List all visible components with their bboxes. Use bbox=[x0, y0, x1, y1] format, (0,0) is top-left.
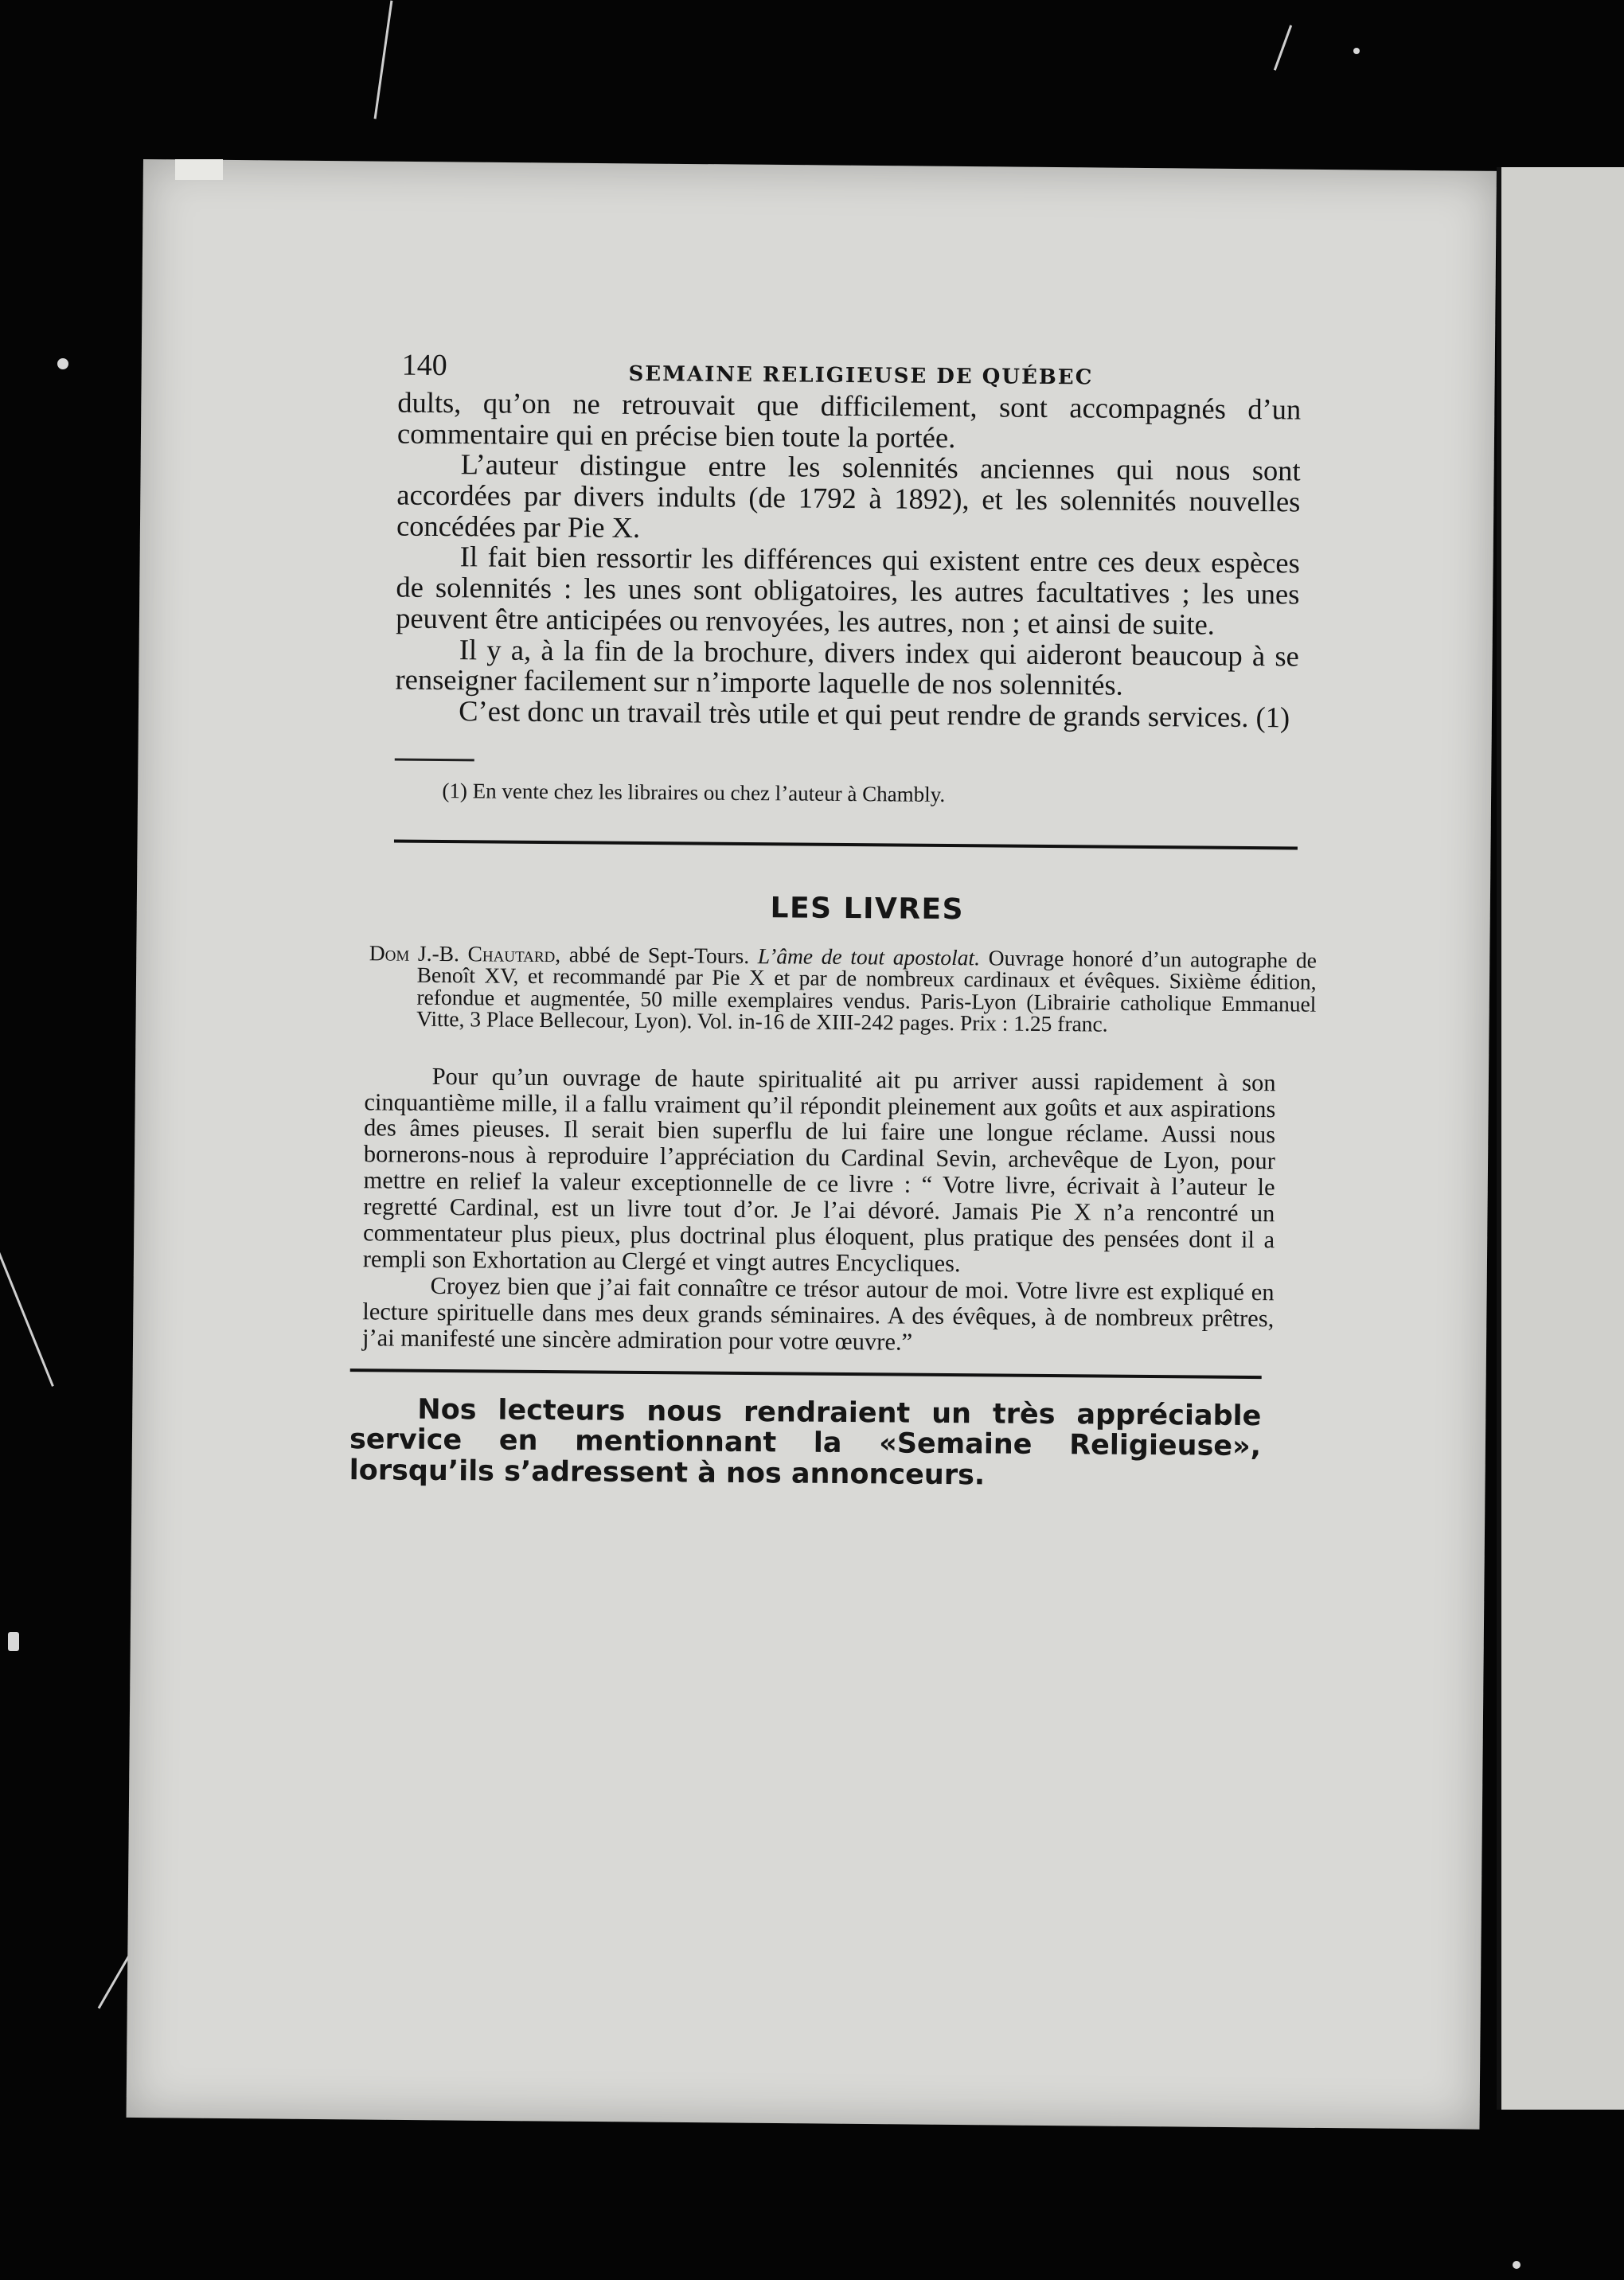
book-author: Dom J.-B. Chautard bbox=[369, 939, 556, 966]
book-author-rest: , abbé de Sept-Tours. bbox=[555, 941, 750, 968]
section-divider bbox=[394, 839, 1298, 849]
reader-notice: Nos lecteurs nous rendraient un très appréciable service en mentionnant la «Semaine Religieuse», lorsqu’ils s’adressent à nos annonceurs. bbox=[349, 1393, 1262, 1492]
paragraph: Il fait bien ressortir les différences qui existent entre ces deux espèces de solennités : les unes sont obligatoires, les autres facultatives ; les unes peuvent être anticipées ou renvoyées, les autres, non ; et ainsi de suite. bbox=[396, 540, 1300, 641]
paragraph: dults, qu’on ne retrouvait que difficilement, sont accompagnés d’un commentaire qui en précise bien toute la portée. bbox=[396, 385, 1302, 454]
film-scratch bbox=[0, 1208, 54, 1387]
dust-speck bbox=[8, 1632, 19, 1651]
book-entry bbox=[369, 939, 1317, 1037]
article-continuation bbox=[395, 385, 1302, 734]
footnote: (1) En vente chez les libraires ou chez l’auteur à Chambly. bbox=[442, 778, 946, 806]
section-title: LES LIVRES bbox=[770, 891, 965, 926]
section-divider bbox=[350, 1368, 1262, 1379]
film-scratch bbox=[1274, 25, 1292, 70]
dust-speck bbox=[57, 358, 68, 369]
page-number: 140 bbox=[401, 348, 447, 383]
paragraph: Il y a, à la fin de la brochure, divers index qui aideront beaucoup à se renseigner facilement sur n’importe laquelle de nos solennités. bbox=[395, 632, 1299, 701]
paragraph: Pour qu’un ouvrage de haute spiritualité ait pu arriver aussi rapidement à son cinquantième mille, il a fallu vraiment qu’il répondit pleinement aux goûts et aux aspirations des âmes pieuses. Il serait bien superflu de lui faire une longue réclame. Aussi nous bornerons-nous à reproduire l’appréciation du Cardinal Sevin, archevêque de Lyon, pour mettre en relief la valeur exceptionnelle de ce livre : “ Votre livre, écrivait à l’auteur le regretté Cardinal, est un livre tout d’or. Je l’ai dévoré. Jamais Pie X n’a rencontré un commentateur plus pieux, plus doctrinal plus éloquent, plus pratique des pensées dont il a rempli son Exhortation au Clergé et vingt autres Encycliques. bbox=[362, 1062, 1276, 1278]
footnote-rule bbox=[395, 758, 474, 761]
adjacent-page-edge bbox=[1497, 167, 1624, 2110]
running-title: SEMAINE RELIGIEUSE DE QUÉBEC bbox=[628, 361, 1094, 390]
page-content bbox=[230, 330, 1317, 1493]
book-title: L’âme de tout apostolat. bbox=[757, 943, 981, 970]
dust-speck bbox=[1513, 2261, 1521, 2269]
paragraph: L’auteur distingue entre les solennités anciennes qui nous sont accordées par divers indults (de 1792 à 1892), et les solennités nouvelles concédées par Pie X. bbox=[396, 447, 1301, 544]
paragraph: Croyez bien que j’ai fait connaître ce trésor autour de moi. Votre livre est expliqué en lecture spirituelle dans mes deux grands séminaires. A des évêques, à de nombreux prêtres, j’ai manifesté une sincère admiration pour votre œuvre.” bbox=[361, 1271, 1275, 1356]
film-scratch bbox=[374, 1, 393, 119]
dust-speck bbox=[1353, 48, 1360, 54]
paragraph: C’est donc un travail très utile et qui peut rendre de grands services. (1) bbox=[459, 694, 1290, 734]
book-review bbox=[362, 1063, 1276, 1358]
page-header bbox=[238, 330, 1306, 395]
page-corner-tab bbox=[175, 159, 223, 180]
book-details: Ouvrage honoré d’un autographe de Benoît XV, et recommandé par Pie X et par de nombreux cardinaux et évêques. Sixième édition, refondue et augmentée, 50 mille exemplaires vendus. Paris-Lyon (Librairie catholique Emmanuel Vitte, 3 Place Bellecour, Lyon). Vol. in-16 de XIII-242 pages. Prix : 1.25 franc. bbox=[416, 944, 1317, 1037]
